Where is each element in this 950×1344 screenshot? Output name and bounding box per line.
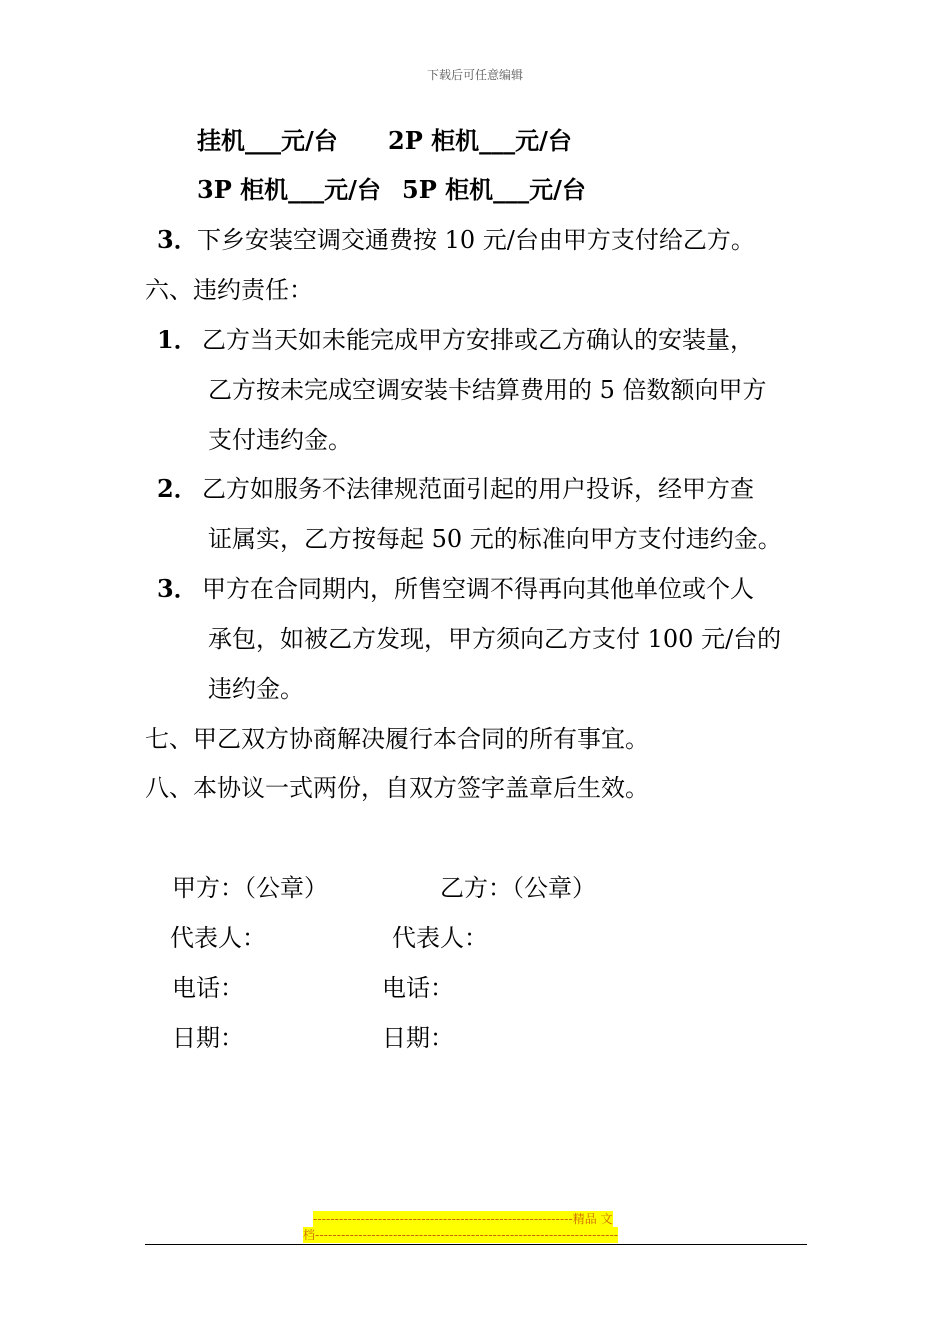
clause-line: 乙方如服务不法律规范面引起的用户投诉，经甲方查	[202, 475, 754, 503]
clause-line: 违约金。	[208, 675, 304, 703]
page-header: 下载后可任意编辑	[426, 68, 523, 82]
transport-fee-text: 下乡安装空调交通费按 10 元/台由甲方支付给乙方。	[197, 226, 755, 254]
clause-line: 甲方在合同期内，所售空调不得再向其他单位或个人	[202, 575, 754, 603]
footer-rule	[145, 1244, 807, 1245]
price-3p-cabinet: 3P 柜机___元/台	[197, 175, 381, 204]
price-2p-cabinet: 2P 柜机___元/台	[388, 126, 572, 155]
clause-line: 支付违约金。	[208, 426, 352, 454]
item-number: 1．	[157, 325, 198, 354]
party-b-phone: 电话：	[382, 974, 454, 1002]
clause-line: 证属实，乙方按每起 50 元的标准向甲方支付违约金。	[208, 525, 782, 553]
party-a-representative: 代表人：	[170, 924, 266, 952]
item-number: 3．	[157, 225, 198, 254]
price-5p-cabinet: 5P 柜机___元/台	[402, 175, 586, 204]
party-a-phone: 电话：	[172, 974, 244, 1002]
clause-line: 承包，如被乙方发现，甲方须向乙方支付 100 元/台的	[208, 625, 782, 653]
party-b-seal: 乙方：（公章）	[440, 874, 596, 902]
item-number: 2．	[157, 474, 198, 503]
section-seven: 七、甲乙双方协商解决履行本合同的所有事宜。	[145, 725, 649, 753]
footer-watermark-line1: ------------------------------------------------------------精品 文	[313, 1212, 613, 1226]
item-number: 3．	[157, 574, 198, 603]
party-a-date: 日期：	[172, 1024, 244, 1052]
price-hanging-unit: 挂机___元/台	[197, 126, 338, 155]
party-b-date: 日期：	[382, 1024, 454, 1052]
footer-watermark-line2: 档----------------------------------------------------------------------	[303, 1228, 619, 1242]
section-title: 六、违约责任：	[145, 276, 313, 304]
party-a-seal: 甲方：（公章）	[172, 874, 328, 902]
section-eight: 八、本协议一式两份，自双方签字盖章后生效。	[145, 774, 649, 802]
clause-line: 乙方当天如未能完成甲方安排或乙方确认的安装量，	[202, 326, 754, 354]
party-b-representative: 代表人：	[392, 924, 488, 952]
clause-line: 乙方按未完成空调安装卡结算费用的 5 倍数额向甲方	[208, 376, 767, 404]
